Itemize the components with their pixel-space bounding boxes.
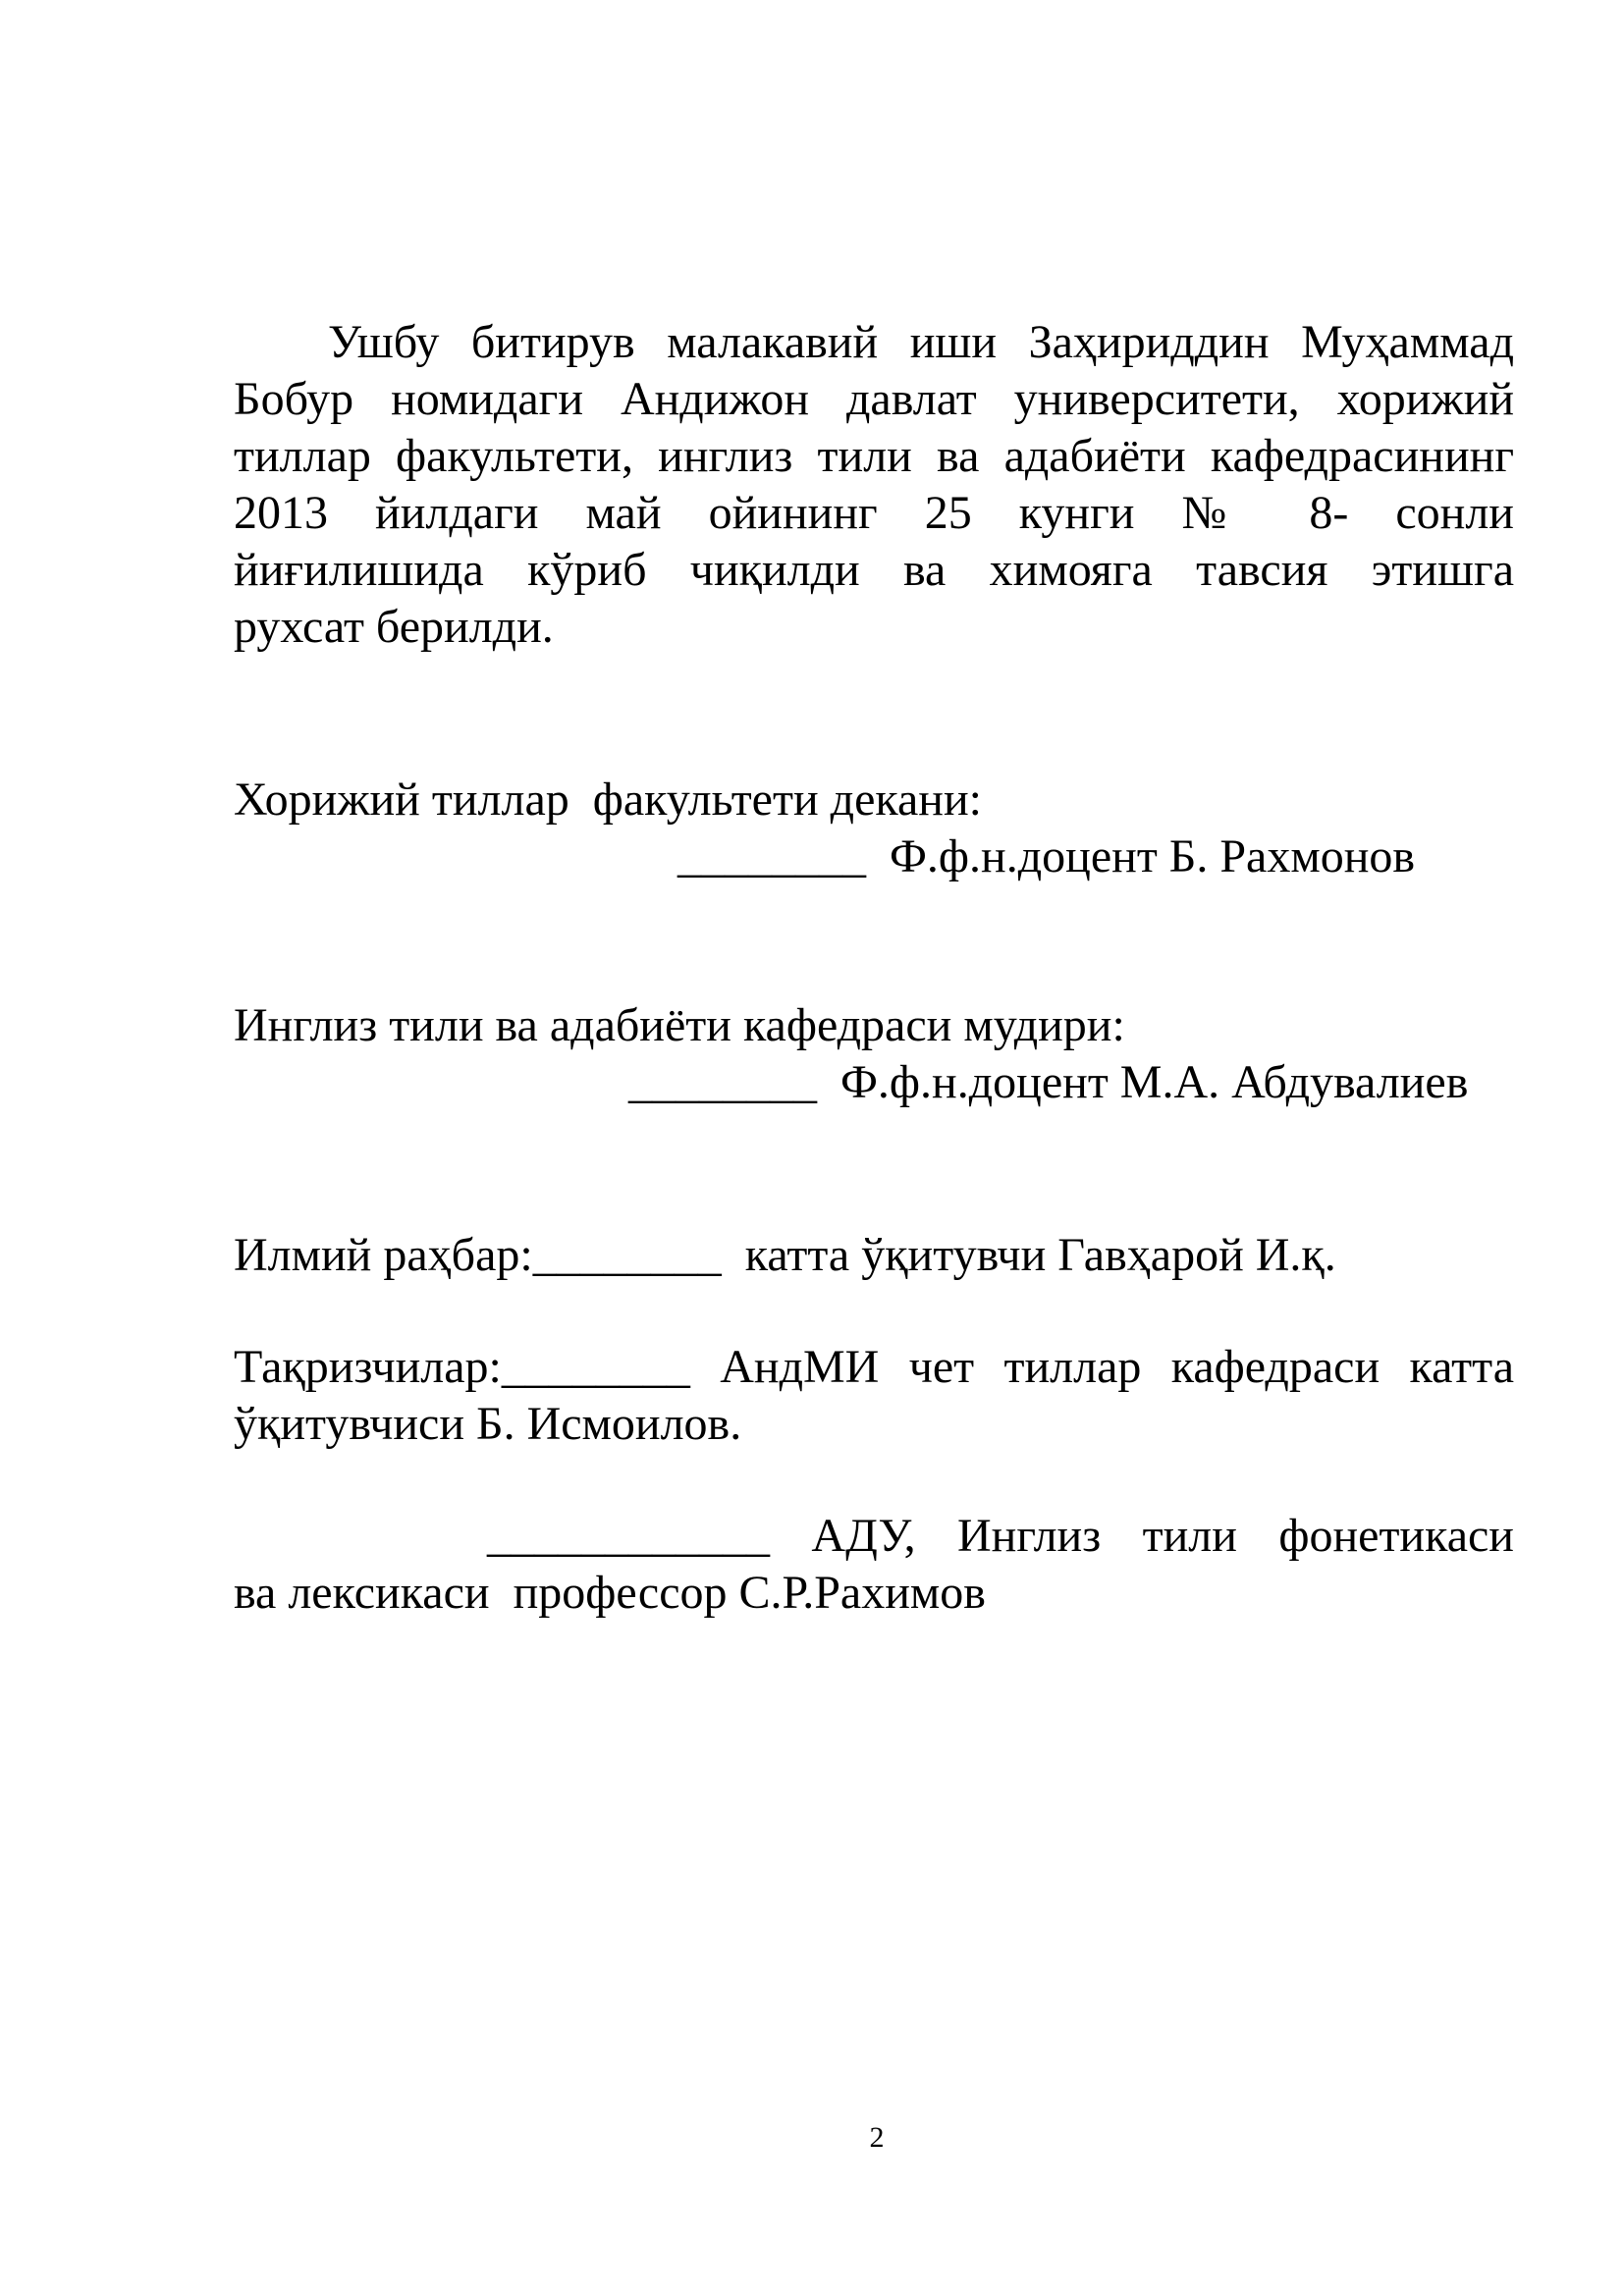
paragraph-line-5: йиғилишида кўриб чиқилди ва химояга тавсия этишга [234,544,1514,596]
reviewers-line-2: ўқитувчиси Б. Исмоилов. [234,1398,742,1450]
second-reviewer-block [487,1508,1514,1565]
approval-paragraph [234,314,1514,656]
dean-signature: ________ Ф.ф.н.доцент Б. Рахмонов [677,830,1416,882]
reviewers-line-3: ____________ АДУ, Инглиз тили фонетикаси [487,1510,1514,1562]
paragraph-line-1: Ушбу битирув малакавий иши Заҳириддин Муҳаммад [328,316,1514,368]
paragraph-line-6: рухсат берилди. [234,601,554,653]
reviewers-line-4: ва лексикаси профессор С.Р.Рахимов [234,1567,986,1619]
paragraph-line-3: тиллар факультети, инглиз тили ва адабиёти кафедрасининг [234,430,1514,482]
head-signature: ________ Ф.ф.н.доцент М.А. Абдувалиев [628,1056,1469,1108]
head-title: Инглиз тили ва адабиёти кафедраси мудири: [234,999,1125,1051]
paragraph-line-2: Бобур номидаги Андижон давлат университети, хорижий [234,373,1514,425]
dean-title: Хорижий тиллар факультети декани: [234,774,982,826]
page-number: 2 [869,2121,885,2154]
reviewers-line-1: Тақризчилар:________ АндМИ чет тиллар кафедраси катта [234,1341,1514,1393]
advisor-line: Илмий раҳбар:________ катта ўқитувчи Гавҳарой И.қ. [234,1229,1336,1281]
reviewers-block [234,1339,1514,1453]
paragraph-line-4: 2013 йилдаги май ойининг 25 кунги № 8- сонли [234,487,1514,539]
